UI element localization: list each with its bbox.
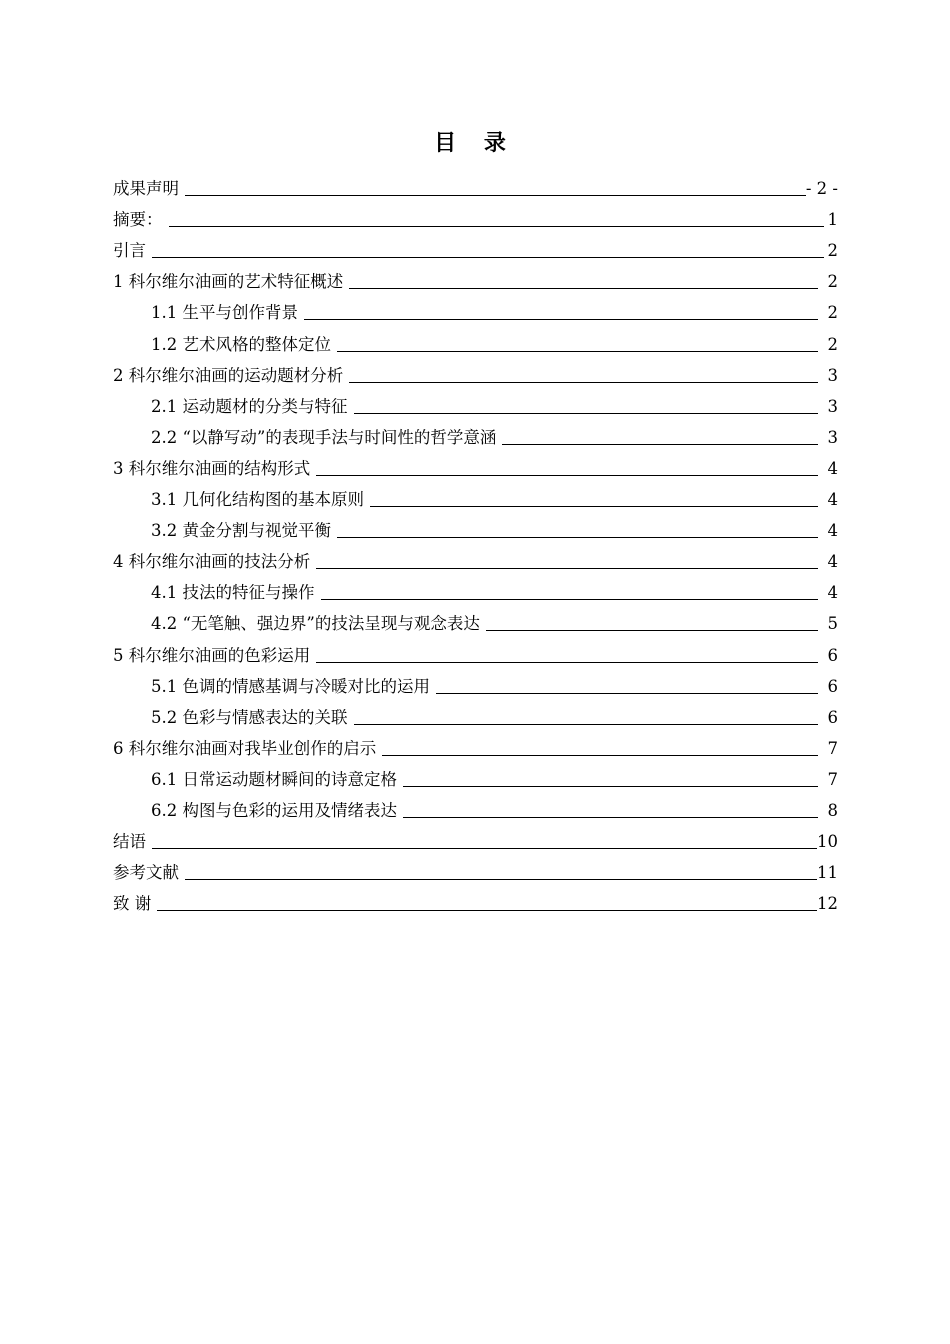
toc-leader-line xyxy=(316,568,818,569)
toc-entry[interactable] xyxy=(113,668,838,699)
toc-leader-line xyxy=(337,351,818,352)
toc-entry[interactable] xyxy=(113,388,838,419)
toc-leader-line xyxy=(370,506,818,507)
toc-page-number: 4 xyxy=(827,583,838,603)
toc-entry-text: 1.1 生平与创作背景 xyxy=(151,303,298,323)
toc-entry-text: 6 科尔维尔油画对我毕业创作的启示 xyxy=(113,738,377,758)
toc-leader-line xyxy=(185,879,817,880)
toc-page-number: 6 xyxy=(827,676,838,696)
toc-leader-line xyxy=(354,724,819,725)
toc-entry-text: 2 科尔维尔油画的运动题材分析 xyxy=(113,365,344,385)
toc-entry-text: 摘要： xyxy=(113,210,163,230)
toc-leader-line xyxy=(304,319,818,320)
toc-page-number: 5 xyxy=(827,614,838,634)
toc-entry-text: 1.2 艺术风格的整体定位 xyxy=(151,334,331,354)
toc-page-number: 10 xyxy=(817,832,838,852)
toc-leader-line xyxy=(169,226,825,227)
toc-entry[interactable] xyxy=(113,512,838,543)
toc-leader-line xyxy=(382,755,818,756)
toc-entry-text: 参考文献 xyxy=(113,863,179,883)
toc-page-number: 4 xyxy=(827,490,838,510)
toc-leader-line xyxy=(436,693,818,694)
toc-entry-text: 4 科尔维尔油画的技法分析 xyxy=(113,552,311,572)
toc-leader-line xyxy=(185,195,806,196)
toc-leader-line xyxy=(354,413,819,414)
toc-list xyxy=(113,170,838,916)
toc-page-number: 3 xyxy=(827,365,838,385)
toc-page-number: 11 xyxy=(817,863,838,883)
toc-entry[interactable] xyxy=(113,574,838,605)
toc-leader-line xyxy=(349,288,818,289)
toc-entry[interactable] xyxy=(113,792,838,823)
toc-entry[interactable] xyxy=(113,357,838,388)
toc-page-number: - 2 - xyxy=(805,179,838,199)
toc-entry[interactable] xyxy=(113,481,838,512)
toc-leader-line xyxy=(337,537,818,538)
toc-entry[interactable] xyxy=(113,730,838,761)
toc-entry-text: 2.2 “以静写动”的表现手法与时间性的哲学意涵 xyxy=(151,427,497,447)
toc-entry-text: 4.1 技法的特征与操作 xyxy=(151,583,315,603)
toc-entry[interactable] xyxy=(113,263,838,294)
toc-entry[interactable] xyxy=(113,201,838,232)
toc-page-number: 2 xyxy=(827,303,838,323)
toc-entry[interactable] xyxy=(113,294,838,325)
toc-page-number: 8 xyxy=(827,800,838,820)
toc-page-number: 7 xyxy=(827,769,838,789)
toc-page-number: 4 xyxy=(827,552,838,572)
toc-entry-text: 4.2 “无笔触、强边界”的技法呈现与观念表达 xyxy=(151,614,480,634)
toc-entry[interactable] xyxy=(113,854,838,885)
toc-leader-line xyxy=(502,444,818,445)
toc-page-number: 4 xyxy=(827,521,838,541)
toc-entry[interactable] xyxy=(113,761,838,792)
toc-page-number: 2 xyxy=(827,241,838,261)
toc-entry[interactable] xyxy=(113,170,838,201)
toc-leader-line xyxy=(403,817,818,818)
toc-leader-line xyxy=(403,786,818,787)
toc-entry-text: 5 科尔维尔油画的色彩运用 xyxy=(113,645,311,665)
toc-entry[interactable] xyxy=(113,885,838,916)
toc-entry[interactable] xyxy=(113,543,838,574)
toc-entry[interactable] xyxy=(113,605,838,636)
toc-leader-line xyxy=(486,630,818,631)
toc-entry-text: 2.1 运动题材的分类与特征 xyxy=(151,396,348,416)
toc-entry[interactable] xyxy=(113,450,838,481)
toc-entry-text: 6.2 构图与色彩的运用及情绪表达 xyxy=(151,800,397,820)
toc-entry-text: 5.1 色调的情感基调与冷暖对比的运用 xyxy=(151,676,430,696)
toc-page-number: 3 xyxy=(827,427,838,447)
toc-page-number: 6 xyxy=(827,707,838,727)
toc-page-number: 1 xyxy=(827,210,838,230)
toc-entry[interactable] xyxy=(113,636,838,667)
toc-entry-text: 引言 xyxy=(113,241,146,261)
toc-page-number: 2 xyxy=(827,272,838,292)
toc-entry-text: 3.2 黄金分割与视觉平衡 xyxy=(151,521,331,541)
toc-leader-line xyxy=(316,475,818,476)
toc-page-number: 3 xyxy=(827,396,838,416)
toc-entry[interactable] xyxy=(113,699,838,730)
toc-entry[interactable] xyxy=(113,419,838,450)
toc-leader-line xyxy=(316,662,818,663)
toc-entry-text: 3.1 几何化结构图的基本原则 xyxy=(151,490,364,510)
toc-page-number: 6 xyxy=(827,645,838,665)
toc-leader-line xyxy=(157,910,817,911)
toc-leader-line xyxy=(152,257,824,258)
toc-entry[interactable] xyxy=(113,325,838,356)
toc-page-number: 7 xyxy=(827,738,838,758)
toc-leader-line xyxy=(152,848,817,849)
toc-entry-text: 结语 xyxy=(113,832,146,852)
toc-entry-text: 成果声明 xyxy=(113,179,179,199)
toc-entry-text: 致 谢 xyxy=(113,894,152,914)
toc-entry-text: 1 科尔维尔油画的艺术特征概述 xyxy=(113,272,344,292)
toc-title: 目 录 xyxy=(434,130,516,156)
toc-entry-text: 5.2 色彩与情感表达的关联 xyxy=(151,707,348,727)
toc-entry[interactable] xyxy=(113,823,838,854)
toc-leader-line xyxy=(349,382,818,383)
toc-entry-text: 3 科尔维尔油画的结构形式 xyxy=(113,458,311,478)
toc-leader-line xyxy=(321,599,819,600)
toc-entry-text: 6.1 日常运动题材瞬间的诗意定格 xyxy=(151,769,397,789)
toc-page-number: 12 xyxy=(817,894,838,914)
toc-entry[interactable] xyxy=(113,232,838,263)
toc-page-number: 4 xyxy=(827,458,838,478)
toc-page-number: 2 xyxy=(827,334,838,354)
